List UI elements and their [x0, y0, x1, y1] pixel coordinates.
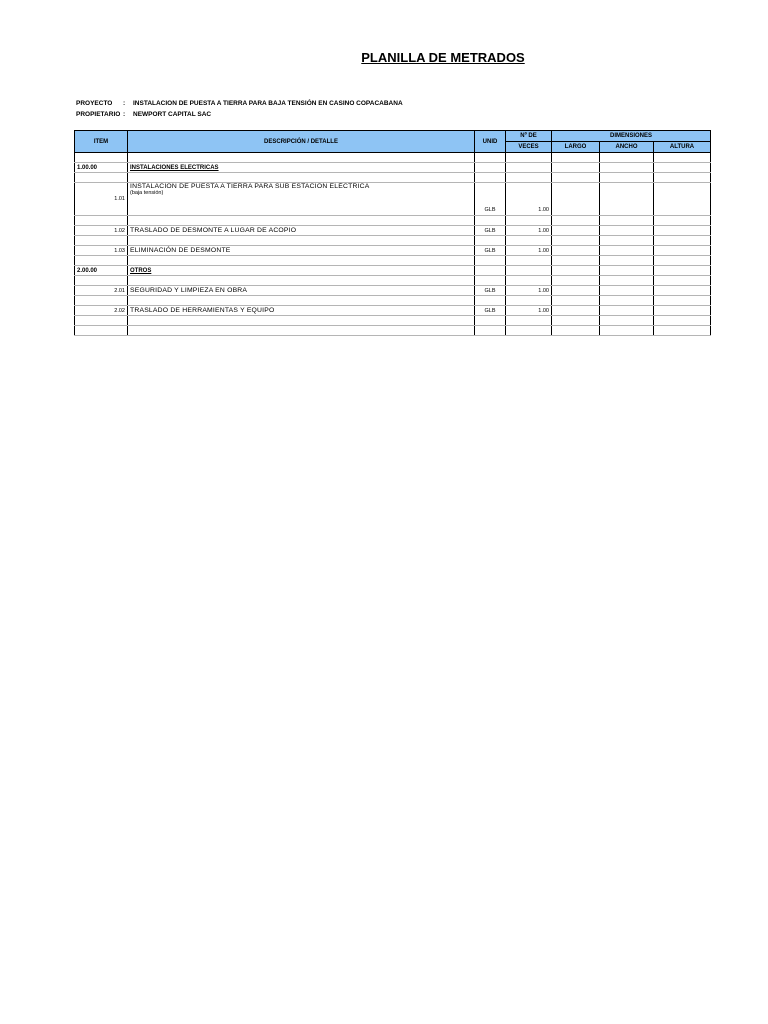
section-item: 1.00.00	[75, 163, 128, 173]
table-row	[75, 306, 711, 316]
col-veces-header-1: Nº DE	[506, 131, 552, 142]
item-veces: 1.00	[506, 226, 552, 236]
table-row	[75, 256, 711, 266]
col-ancho-header: ANCHO	[600, 142, 654, 153]
proyecto-value: INSTALACION DE PUESTA A TIERRA PARA BAJA TENSIÓN EN CASINO COPACABANA	[133, 100, 403, 107]
table-row	[75, 246, 711, 256]
table-row	[75, 296, 711, 306]
col-item-header: ITEM	[75, 131, 128, 153]
item-unit: GLB	[475, 226, 506, 236]
owner-line	[76, 111, 211, 118]
item-description-main: INSTALACION DE PUESTA A TIERRA PARA SUB ESTACIÓN ELÉCTRICA	[130, 183, 370, 190]
item-description: ELIMINACIÓN DE DESMONTE	[128, 246, 475, 256]
item-veces: 1.00	[506, 183, 552, 216]
col-altura-header: ALTURA	[654, 142, 711, 153]
table-row	[75, 236, 711, 246]
proyecto-label: PROYECTO	[76, 100, 113, 107]
col-unid-header: UNID	[475, 131, 506, 153]
item-description: TRASLADO DE DESMONTE A LUGAR DE ACOPIO	[128, 226, 475, 236]
col-veces-header-2: VECES	[506, 142, 552, 153]
item-unit: GLB	[475, 246, 506, 256]
item-description: SEGURIDAD Y LIMPIEZA EN OBRA	[128, 286, 475, 296]
table-row	[75, 326, 711, 336]
header-row-1	[75, 131, 711, 142]
table-row	[75, 226, 711, 236]
item-description-sub: (baja tensión)	[130, 190, 164, 196]
item-number: 2.01	[75, 286, 128, 296]
propietario-value: NEWPORT CAPITAL SAC	[133, 111, 212, 118]
table-row	[75, 183, 711, 216]
item-veces: 1.00	[506, 306, 552, 316]
section-description: OTROS	[128, 266, 475, 276]
table-row	[75, 153, 711, 163]
proyecto-separator: :	[123, 100, 126, 107]
item-veces: 1.00	[506, 286, 552, 296]
table-row	[75, 286, 711, 296]
item-description	[128, 183, 475, 216]
page-title: PLANILLA DE METRADOS	[361, 50, 525, 65]
table-row	[75, 216, 711, 226]
propietario-separator: :	[123, 111, 126, 118]
item-description: TRASLADO DE HERRAMIENTAS Y EQUIPO	[128, 306, 475, 316]
table-row	[75, 173, 711, 183]
item-number: 1.01	[75, 183, 128, 216]
table-row	[75, 163, 711, 173]
col-dimensiones-header: DIMENSIONES	[552, 131, 711, 142]
table-row	[75, 316, 711, 326]
project-line	[76, 100, 403, 107]
item-unit: GLB	[475, 183, 506, 216]
propietario-label: PROPIETARIO	[76, 111, 121, 118]
col-descripcion-header: DESCRIPCIÓN / DETALLE	[128, 131, 475, 153]
col-largo-header: LARGO	[552, 142, 600, 153]
item-number: 1.02	[75, 226, 128, 236]
table-row	[75, 276, 711, 286]
table-row	[75, 266, 711, 276]
item-number: 2.02	[75, 306, 128, 316]
metrados-table	[74, 130, 711, 336]
section-item: 2.00.00	[75, 266, 128, 276]
item-unit: GLB	[475, 286, 506, 296]
item-number: 1.03	[75, 246, 128, 256]
section-description: INSTALACIONES ELECTRICAS	[128, 163, 475, 173]
item-veces: 1.00	[506, 246, 552, 256]
item-unit: GLB	[475, 306, 506, 316]
